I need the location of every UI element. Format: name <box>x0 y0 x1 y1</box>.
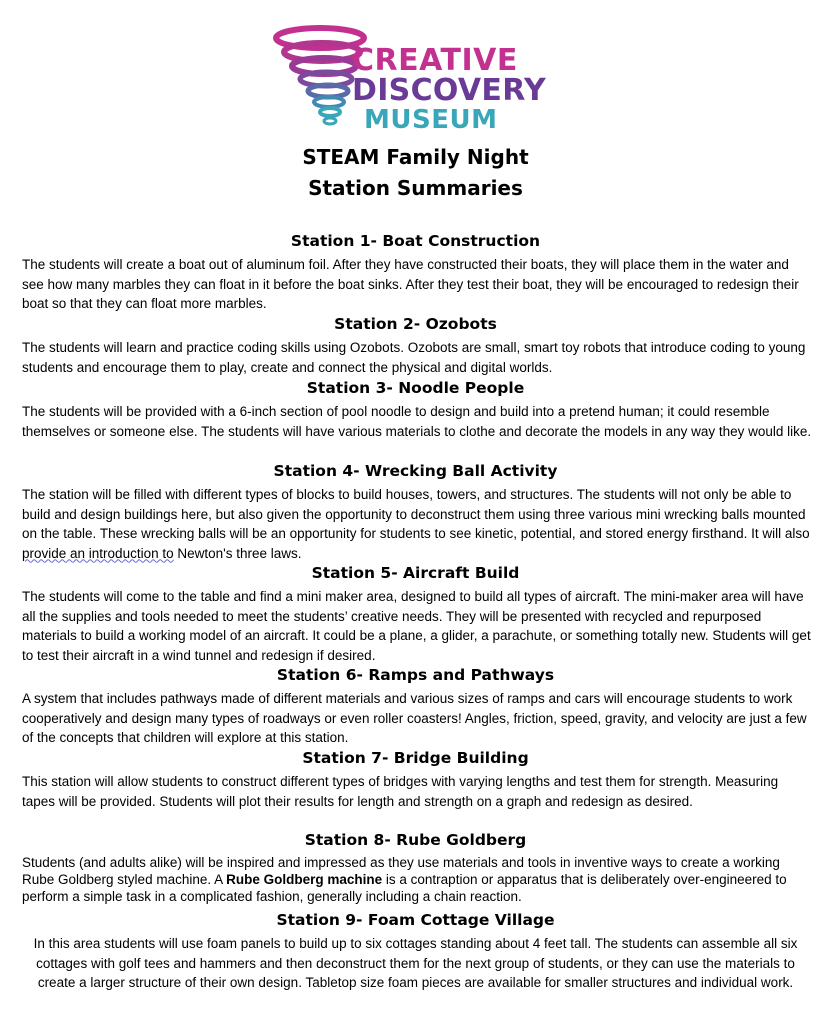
station-9-heading: Station 9- Foam Cottage Village <box>276 911 555 929</box>
station-1-heading: Station 1- Boat Construction <box>290 232 541 250</box>
station-7-body: This station will allow students to construct different types of bridges with varying lengths and test them for strength. Measuring tapes will be provided. Students will plot their results for length and strength on a graph and redesign as desired. <box>22 774 779 809</box>
station-9-body: In this area students will use foam panels to build up to six cottages standing about 4 feet tall. The students can assemble all six cottages with golf tees and hammers and then deconstruct them for the next group of students, or they can use the materials to create a larger structure of their own design. Tabletop size foam pieces are available for smaller structures and individual work. <box>33 936 798 990</box>
station-4-spellcheck-phrase: provide an introduction to <box>22 545 174 561</box>
station-8-body-end: is a contraption or apparatus that is deliberately over-engineered to perform a simple task in a complicated fashion, generally including a chain reaction. <box>22 872 787 904</box>
station-5-heading: Station 5- Aircraft Build <box>311 564 520 582</box>
museum-logo <box>272 24 562 136</box>
logo-wordmark <box>352 43 546 135</box>
station-8-heading: Station 8- Rube Goldberg <box>304 831 527 849</box>
station-5-body: The students will come to the table and find a mini maker area, designed to build all types of aircraft. The mini-maker area will have all the supplies and tools needed to meet the students’ creative needs. They will be presented with recycled and repurposed materials to build a working model of an aircraft. It could be a plane, a glider, a parachute, or something totally new. Students will get to test their aircraft in a wind tunnel and redesign if desired. <box>22 589 811 663</box>
logo-line-museum: MUSEUM <box>364 105 498 135</box>
station-8-body <box>22 854 812 905</box>
station-4-body <box>22 485 812 563</box>
station-4-body-end: Newton's three laws. <box>173 545 302 561</box>
page-title-line1: STEAM Family Night <box>302 145 529 169</box>
station-8-bold-term: Rube Goldberg machine <box>226 872 383 887</box>
station-3-body: The students will be provided with a 6-inch section of pool noodle to design and build into a pretend human; it could resemble themselves or someone else. The students will have various materials to clothe and decorate the models in any way they would like. <box>22 404 812 439</box>
station-2-heading: Station 2- Ozobots <box>334 315 497 333</box>
station-1-body: The students will create a boat out of aluminum foil. After they have constructed their boats, they will place them in the water and see how many marbles they can float in it before the boat sinks. After they test their boat, they will be encouraged to redesign their boat so that they can float more marbles. <box>22 257 799 311</box>
page-title-line2: Station Summaries <box>308 176 523 200</box>
station-4-body-text: The station will be filled with different types of blocks to build houses, towers, and structures. The students will not only be able to build and design buildings here, but also given the opportunity to deconstruct them using three various mini wrecking balls mounted on the table. These wrecking balls will be an opportunity for students to see kinetic, potential, and stored energy firsthand. It will also <box>22 487 810 541</box>
station-3-heading: Station 3- Noodle People <box>306 379 525 397</box>
station-4-heading: Station 4- Wrecking Ball Activity <box>273 462 558 480</box>
station-2-body: The students will learn and practice coding skills using Ozobots. Ozobots are small, smart toy robots that introduce coding to young students and encourage them to play, create and connect the physical and digital worlds. <box>22 340 806 375</box>
station-8-body-text: Students (and adults alike) will be inspired and impressed as they use materials and tools in inventive ways to create a working Rube Goldberg styled machine. A <box>22 855 780 887</box>
station-6-heading: Station 6- Ramps and Pathways <box>276 666 555 684</box>
station-7-heading: Station 7- Bridge Building <box>302 749 529 767</box>
logo-line-discovery: DISCOVERY <box>352 73 546 108</box>
logo-line-creative: CREATIVE <box>352 43 518 78</box>
station-6-body: A system that includes pathways made of different materials and various sizes of ramps and cars will encourage students to work cooperatively and design many types of roadways or even roller coasters! Angles, friction, speed, gravity, and velocity are just a few of the concepts that children will explore at this station. <box>22 691 807 745</box>
